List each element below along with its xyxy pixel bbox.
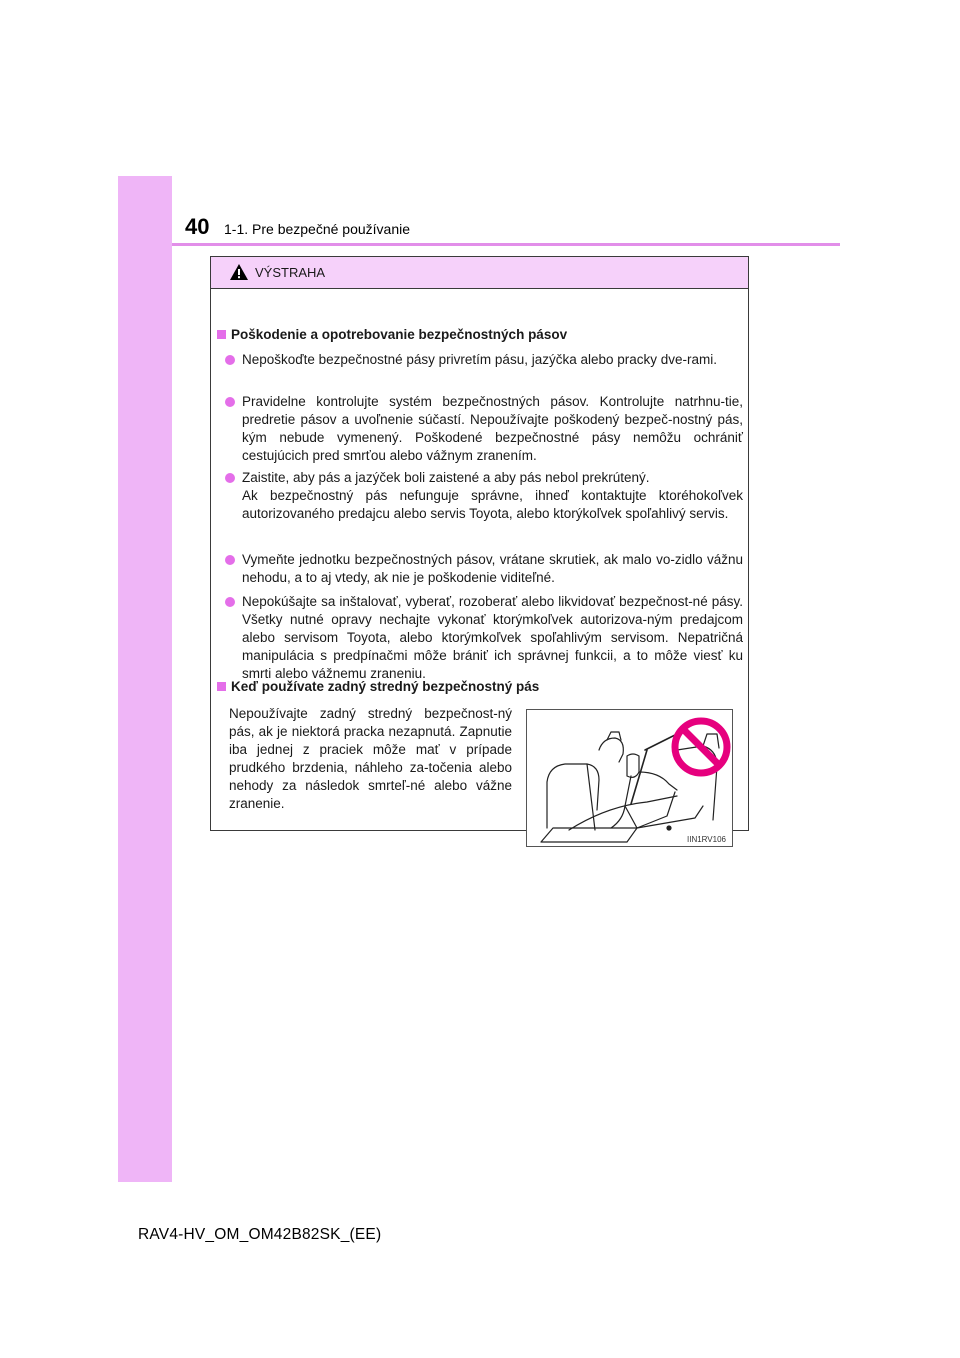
- list-item: Vymeňte jednotku bezpečnostných pásov, vrátane skrutiek, ak malo vo-zidlo vážnu nehodu, a to aj vtedy, ak nie je poškodenie viditeľné.: [225, 551, 743, 587]
- list-item: Nepokúšajte sa inštalovať, vyberať, rozoberať alebo likvidovať bezpečnost-né pásy. Všetky nutné opravy nechajte vykonať ktorýmkoľvek autorizova-ným predajcom alebo servisom Toyota, alebo ktorýmkoľvek spoľahlivým servisom. Nepatričná manipulácia s predpínačmi môže brániť ich správnej funkcii, a to môže viesť ku smrti alebo vážnemu zraneniu.: [225, 593, 743, 683]
- footer-code: RAV4-HV_OM_OM42B82SK_(EE): [138, 1226, 382, 1243]
- warning-label: VÝSTRAHA: [255, 265, 326, 280]
- header-rule: [172, 243, 840, 246]
- warning-box: [210, 256, 749, 844]
- figure-code: IIN1RV106: [687, 835, 726, 844]
- list-item-text: Zaistite, aby pás a jazýček boli zaistené a aby pás nebol prekrútený.: [242, 470, 650, 485]
- section-heading: Poškodenie a opotrebovanie bezpečnostných pásov: [217, 327, 567, 342]
- prohibition-icon: [670, 716, 732, 778]
- bullet-dot-icon: [225, 555, 235, 565]
- square-bullet-icon: [217, 682, 226, 691]
- bullet-dot-icon: [225, 397, 235, 407]
- bullet-dot-icon: [225, 597, 235, 607]
- warning-triangle-icon: [229, 263, 249, 286]
- warning-header: [211, 257, 748, 289]
- section-title: 1-1. Pre bezpečné používanie: [224, 221, 411, 237]
- section-heading: Keď používate zadný stredný bezpečnostný pás: [217, 679, 539, 694]
- bullet-dot-icon: [225, 473, 235, 483]
- list-item: Pravidelne kontrolujte systém bezpečnostných pásov. Kontrolujte natrhnu-tie, predretie pásov a uvoľnenie súčastí. Nepoužívajte poškodený bezpeč-nostný pás, kým nebude vymenený. Poškodené bezpečnostné pásy nemôžu ochrániť cestujúcich pred smrťou alebo vážnym zranením.: [225, 393, 743, 465]
- square-bullet-icon: [217, 330, 226, 339]
- page-number: 40: [185, 214, 210, 239]
- seat-belt-illustration: [526, 709, 733, 847]
- list-item: Nepoškoďte bezpečnostné pásy privretím pásu, jazýčka alebo pracky dve-rami.: [225, 351, 743, 369]
- list-item-continuation: Ak bezpečnostný pás nefunguje správne, ihneď kontaktujte ktoréhokoľvek autorizovaného predajcu alebo servis Toyota, alebo ktorýkoľvek spoľahlivý servis.: [242, 488, 743, 521]
- list-item: [225, 469, 743, 523]
- paragraph: Nepoužívajte zadný stredný bezpečnost-ný pás, ak je niektorá pracka nezapnutá. Zapnutie iba jednej z praciek môže mať v prípade prudkého brzdenia, náhleho za-točenia alebo nehody za následok smrteľ-né alebo vážne zranenie.: [229, 706, 512, 811]
- bullet-dot-icon: [225, 355, 235, 365]
- side-color-band: [118, 176, 172, 1182]
